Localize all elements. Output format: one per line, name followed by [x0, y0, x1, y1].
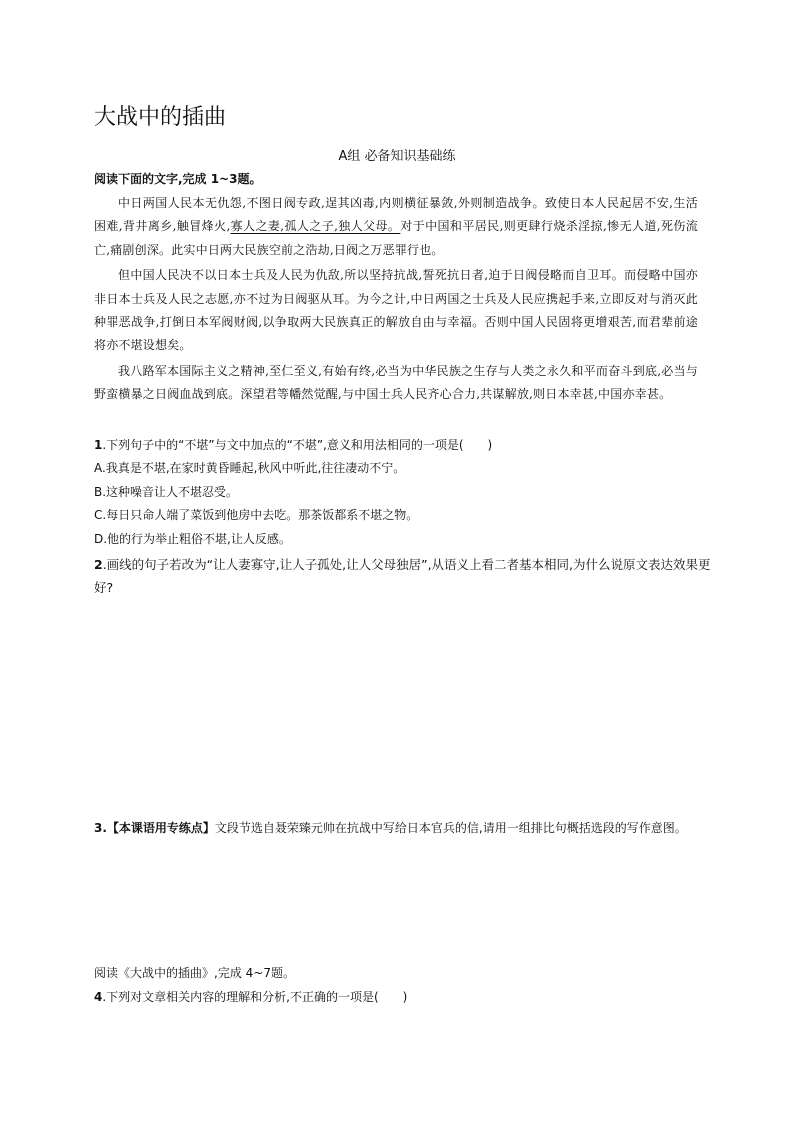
- passage-paragraph-1: [94, 192, 698, 262]
- question-text: .下列句子中的“不堪”与文中加点的“不堪”,意义和用法相同的一项是( ): [102, 438, 493, 452]
- question-4-stem: [94, 986, 714, 1009]
- question-2: [94, 553, 714, 599]
- question-text: .画线的句子若改为“让人妻寡守,让人子孤处,让人父母独居”,从语义上看二者基本相同,为什么说原文表达效果更好?: [94, 557, 711, 595]
- section-subtitle: A组 必备知识基础练: [338, 149, 456, 164]
- page-title: 大战中的插曲: [94, 105, 227, 130]
- passage-paragraph-3: 我八路军本国际主义之精神,至仁至义,有始有终,必当为中华民族之生存与人类之永久和平而奋斗到底,必当与野蛮横暴之日阀血战到底。深望君等幡然觉醒,与中国士兵人民齐心合力,共谋解放,则日本幸甚,中国亦幸甚。: [94, 363, 698, 402]
- option-d: D.他的行为举止粗俗不堪,让人反感。: [94, 531, 291, 546]
- question-4: [94, 986, 714, 1009]
- question-1-stem: [94, 434, 714, 457]
- option-a: A.我真是不堪,在家时黄昏睡起,秋风中听此,往往凄动不宁。: [94, 461, 406, 476]
- reading-instruction: 阅读下面的文字,完成 1~3题。: [94, 172, 262, 186]
- question-text: 文段节选自聂荣臻元帅在抗战中写给日本官兵的信,请用一组排比句概括选段的写作意图。: [214, 821, 687, 835]
- question-3: [94, 817, 714, 840]
- question-tag: .【本课语用专练点】: [102, 821, 215, 835]
- underlined-sentence: 寡人之妻,孤人之子,独人父母。: [230, 219, 401, 234]
- question-number: 1: [94, 438, 103, 452]
- reading-passage: [94, 192, 698, 409]
- question-2-stem: [94, 553, 714, 599]
- passage-p1-text: 中日两国人民本无仇怨,不图日阀专政,逞其凶毒,内则横征暴敛,外则制造战争。致使日本人民起居不安,生活困难,背井离乡,触冒烽火,: [94, 196, 698, 234]
- passage-paragraph-2: 但中国人民决不以日本士兵及人民为仇敌,所以坚持抗战,誓死抗日者,迫于日阀侵略而自卫耳。而侵略中国亦非日本士兵及人民之志愿,亦不过为日阀驱从耳。为今之计,中日两国之士兵及人民应携起手来,立即反对与消灭此种罪恶战争,打倒日本军阀财阀,以争取两大民族真正的解放自由与幸福。否则中国人民固将更增艰苦,而君辈前途将亦不堪设想矣。: [94, 268, 698, 353]
- passage-p1-text-after: 对于中国和平居民,则更肆行烧杀淫掠,惨无人道,死伤流亡,痛剧创深。此实中日两大民族空前之浩劫,日阀之万恶罪行也。: [94, 219, 699, 257]
- question-3-stem: [94, 817, 714, 840]
- option-c: C.每日只命人端了菜饭到他房中去吃。那茶饭都系不堪之物。: [94, 508, 419, 523]
- instruction-text: 阅读《大战中的插曲》,完成 4~7题。: [94, 966, 295, 980]
- reading-instruction-2: [94, 962, 714, 985]
- question-number: 2: [94, 557, 103, 572]
- question-text: .下列对文章相关内容的理解和分析,不正确的一项是( ): [102, 990, 408, 1004]
- question-number: 4: [94, 990, 103, 1004]
- option-b: B.这种噪音让人不堪忍受。: [94, 484, 239, 499]
- question-number: 3: [94, 821, 103, 835]
- question-1: [94, 434, 714, 551]
